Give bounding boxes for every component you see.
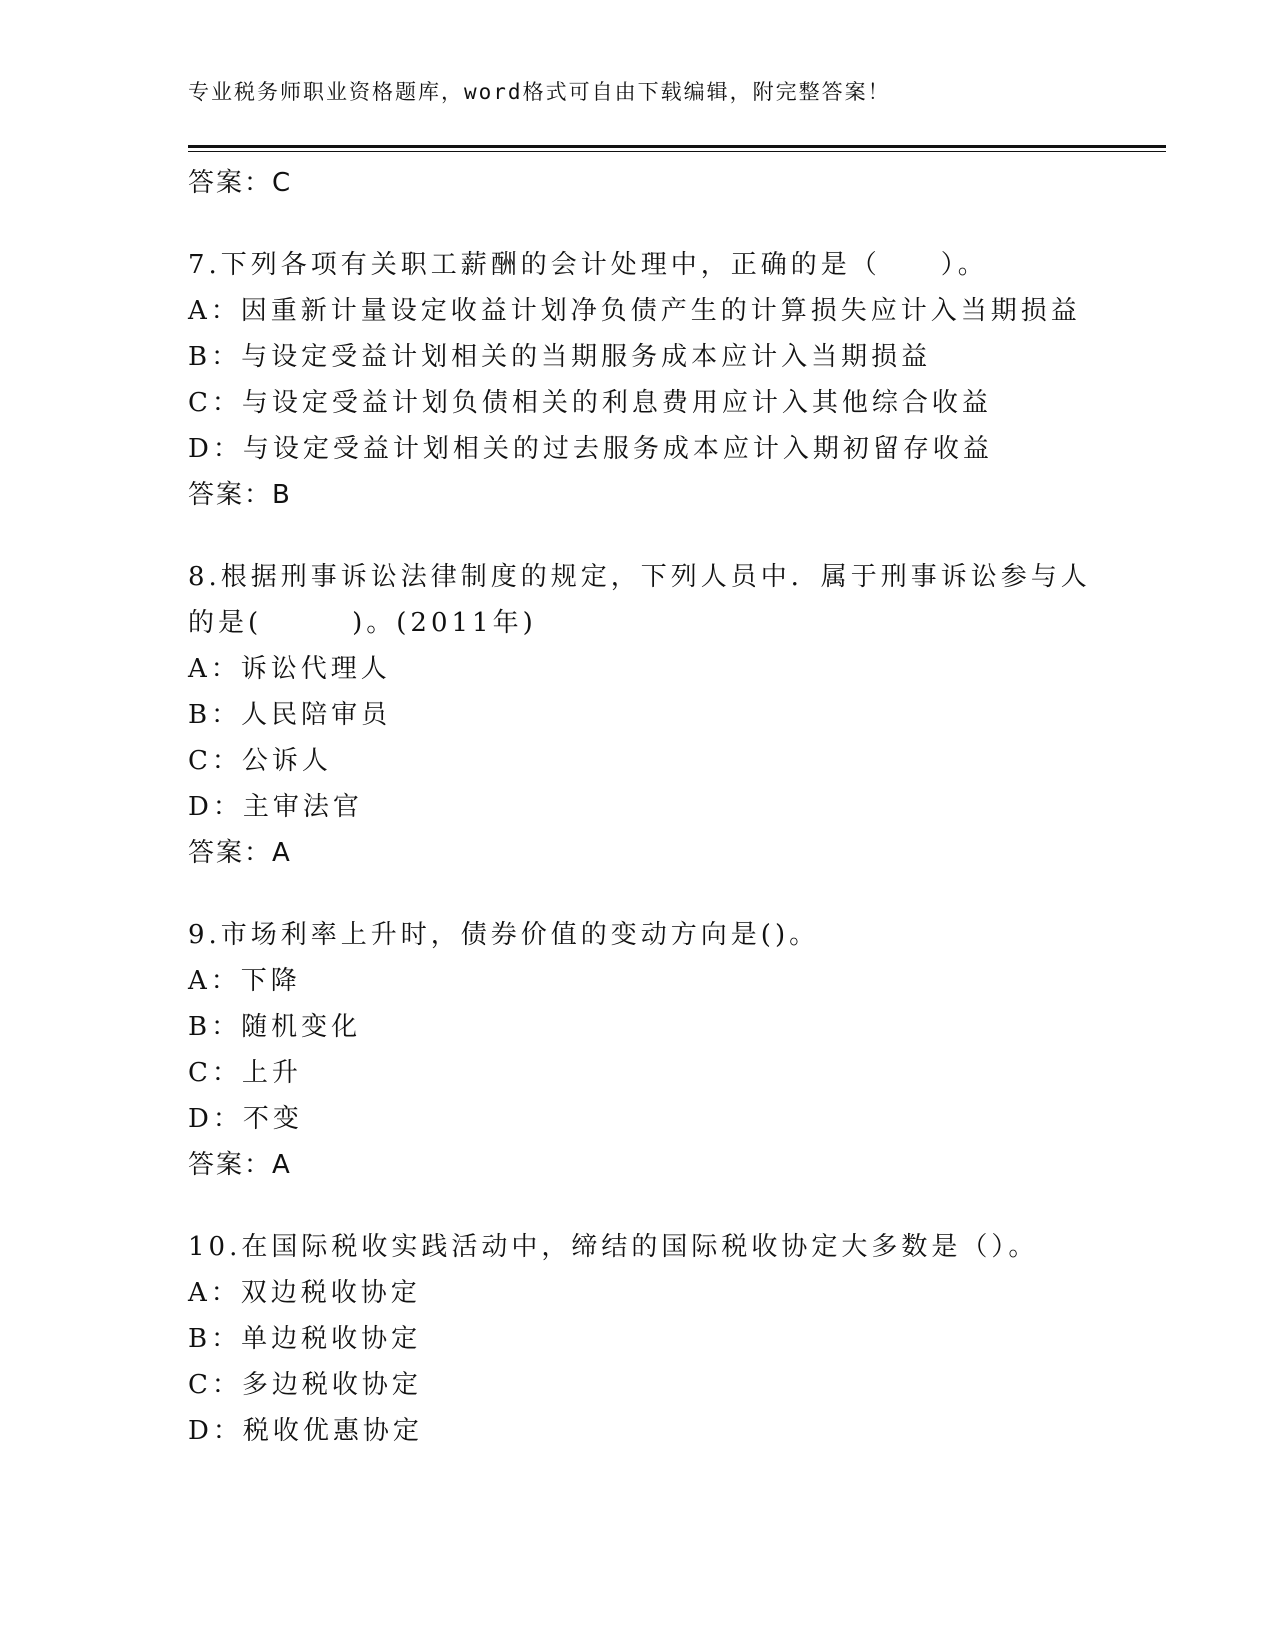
option-d: D：主审法官 — [188, 792, 363, 822]
option-b: B：单边税收协定 — [188, 1324, 422, 1354]
option-a: A：诉讼代理人 — [188, 654, 391, 684]
answer-line: 答案：B — [188, 480, 292, 510]
answer-line: 答案：A — [188, 1150, 292, 1180]
option-d: D：与设定受益计划相关的过去服务成本应计入期初留存收益 — [188, 434, 993, 464]
option-d: D：不变 — [188, 1104, 303, 1134]
question-gap — [188, 876, 1168, 912]
document-body — [188, 160, 1168, 1454]
question-gap — [188, 206, 1168, 242]
option-c: C：多边税收协定 — [188, 1370, 422, 1400]
option-d: D：税收优惠协定 — [188, 1416, 423, 1446]
question-stem: 7.下列各项有关职工薪酬的会计处理中，正确的是（ ）。 — [188, 250, 988, 280]
question-block — [188, 1224, 1168, 1454]
option-c: C：上升 — [188, 1058, 302, 1088]
option-b: B：与设定受益计划相关的当期服务成本应计入当期损益 — [188, 342, 932, 372]
answer-line: 答案：A — [188, 838, 292, 868]
question-stem: 10.在国际税收实践活动中，缔结的国际税收协定大多数是（）。 — [188, 1232, 1039, 1262]
answer-line: 答案：C — [188, 168, 293, 198]
question-gap — [188, 518, 1168, 554]
option-c: C：公诉人 — [188, 746, 332, 776]
question-block — [188, 242, 1168, 518]
page-header-text: 专业税务师职业资格题库，word格式可自由下载编辑，附完整答案！ — [188, 80, 891, 104]
option-c: C：与设定受益计划负债相关的利息费用应计入其他综合收益 — [188, 388, 992, 418]
header-rule-thick — [188, 145, 1166, 148]
question-stem-continued: 的是( )。(2011年) — [188, 608, 537, 638]
option-b: B：随机变化 — [188, 1012, 362, 1042]
option-a: A：因重新计量设定收益计划净负债产生的计算损失应计入当期损益 — [188, 296, 1081, 326]
question-block — [188, 912, 1168, 1188]
question-stem: 9.市场利率上升时，债券价值的变动方向是()。 — [188, 920, 820, 950]
header-rule-thin — [188, 151, 1166, 152]
question-stem: 8.根据刑事诉讼法律制度的规定，下列人员中．属于刑事诉讼参与人 — [188, 562, 1091, 592]
option-a: A：下降 — [188, 966, 301, 996]
question-gap — [188, 1188, 1168, 1224]
option-b: B：人民陪审员 — [188, 700, 392, 730]
question-block — [188, 554, 1168, 876]
option-a: A：双边税收协定 — [188, 1278, 421, 1308]
